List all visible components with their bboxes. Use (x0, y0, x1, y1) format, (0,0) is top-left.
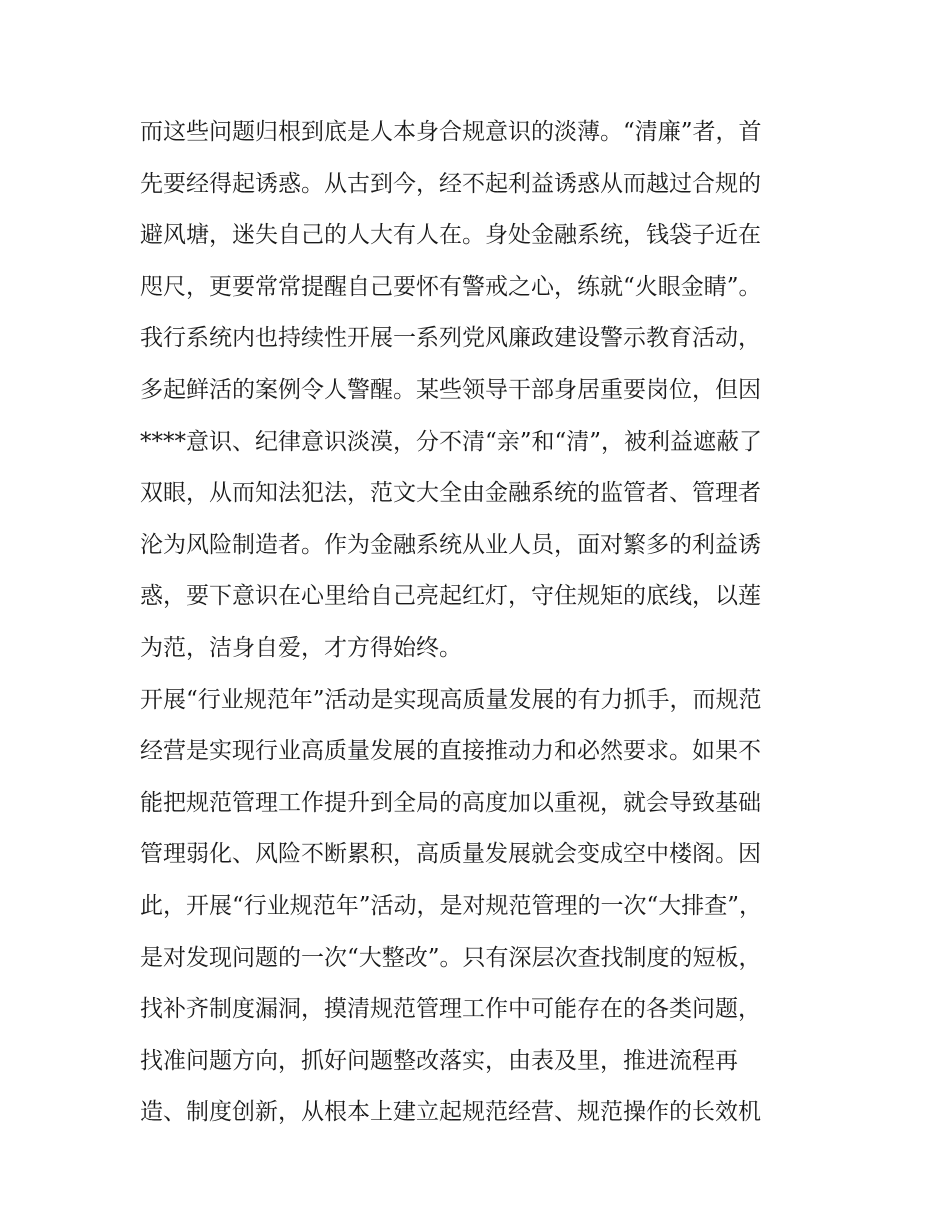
text-line: 避风塘，迷失自己的人大有人在。身处金融系统，钱袋子近在 (140, 222, 761, 249)
text-line: 沦为风险制造者。作为金融系统从业人员，面对繁多的利益诱 (140, 531, 761, 558)
text-line: ****意识、纪律意识淡漠，分不清“亲”和“清”，被利益遮蔽了 (140, 428, 763, 455)
text-line: 经营是实现行业高质量发展的直接推动力和必然要求。如果不 (140, 738, 761, 765)
text-line: 此，开展“行业规范年”活动，是对规范管理的一次“大排查”， (140, 892, 763, 919)
text-line: 我行系统内也持续性开展一系列党风廉政建设警示教育活动， (140, 325, 761, 352)
text-line: 开展“行业规范年”活动是实现高质量发展的有力抓手，而规范 (140, 686, 762, 713)
paragraph-1 (140, 107, 820, 675)
text-line: 而这些问题归根到底是人本身合规意识的淡薄。“清廉”者，首 (140, 119, 762, 145)
text-line: 是对发现问题的一次“大整改”。只有深层次查找制度的短板， (140, 944, 762, 971)
text-line: 造、制度创新，从根本上建立起规范经营、规范操作的长效机 (140, 1099, 761, 1126)
text-line: 先要经得起诱惑。从古到今，经不起利益诱惑从而越过合规的 (140, 170, 761, 197)
text-line: 能把规范管理工作提升到全局的高度加以重视，就会导致基础 (140, 789, 761, 816)
text-line: 多起鲜活的案例令人警醒。某些领导干部身居重要岗位，但因 (140, 376, 761, 403)
paragraph-2 (140, 675, 820, 1139)
text-line: 为范，洁身自爱，才方得始终。 (140, 634, 462, 661)
text-line: 找准问题方向，抓好问题整改落实，由表及里，推进流程再 (140, 1047, 738, 1074)
text-line: 找补齐制度漏洞，摸清规范管理工作中可能存在的各类问题， (140, 996, 761, 1023)
text-line: 惑，要下意识在心里给自己亮起红灯，守住规矩的底线，以莲 (140, 583, 761, 610)
text-line: 双眼，从而知法犯法，范文大全由金融系统的监管者、管理者 (140, 480, 761, 507)
body-text (140, 107, 820, 1139)
text-line: 管理弱化、风险不断累积，高质量发展就会变成空中楼阁。因 (140, 841, 761, 868)
text-line: 咫尺，更要常常提醒自己要怀有警戒之心，练就“火眼金睛”。 (140, 273, 762, 300)
